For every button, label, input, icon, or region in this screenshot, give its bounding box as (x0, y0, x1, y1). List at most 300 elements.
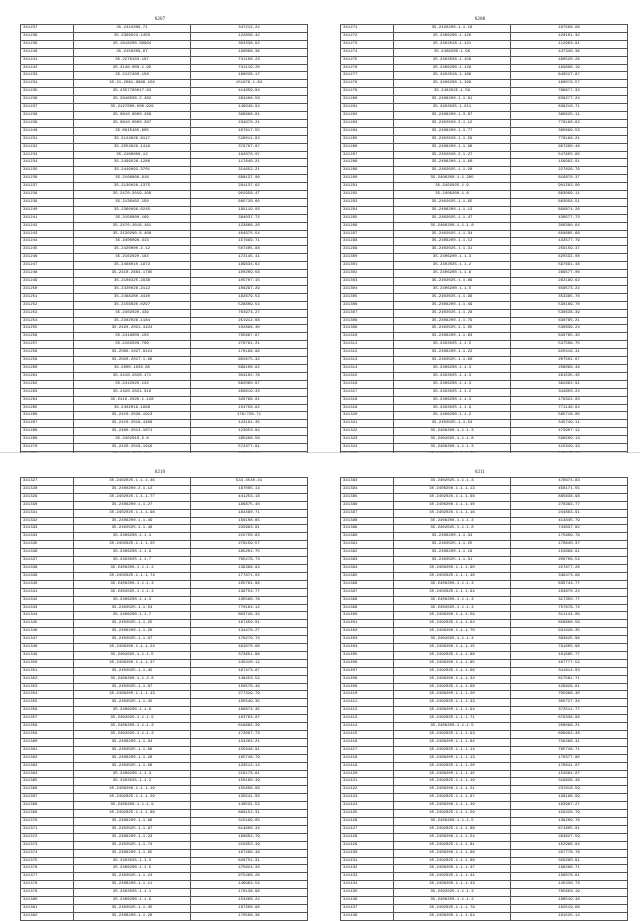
coordinate-cell: 35.2406200.1.1.1.84 (394, 738, 511, 746)
coordinate-cell: 35.2406200.1.1.4 (74, 533, 191, 541)
row-id-cell: 341281 (341, 104, 394, 112)
row-id-cell: 341411 (341, 699, 394, 707)
coordinate-cell: 35.2402025.1.1.28 (394, 309, 511, 317)
row-id-cell: 341315 (341, 372, 394, 380)
row-id-cell: 341236 (21, 96, 74, 104)
row-id-cell: 341283 (341, 119, 394, 127)
table-row (21, 794, 308, 802)
value-cell: 208089.49 (511, 364, 628, 372)
coordinate-cell: 35.2406200.1.96 (394, 48, 511, 56)
value-cell: 345749.11 (511, 420, 628, 428)
value-cell: 153888.61 (511, 549, 628, 557)
value-cell: 190098.36 (191, 48, 308, 56)
row-id-cell: 341400 (341, 612, 394, 620)
row-id-cell: 341235 (21, 88, 74, 96)
row-id-cell: 341415 (341, 731, 394, 739)
coordinate-cell: 35.2406200.1.1.1.13 (394, 485, 511, 493)
coordinate-cell: 35.2406200.1.1.1.21 (394, 786, 511, 794)
table-row (21, 478, 308, 486)
row-id-cell: 341334 (21, 533, 74, 541)
table-row (21, 754, 308, 762)
row-id-cell: 341288 (341, 159, 394, 167)
value-cell: 168186.99 (511, 794, 628, 802)
row-id-cell: 341376 (21, 865, 74, 873)
value-cell: 294627.59 (511, 833, 628, 841)
coordinate-cell: 35.2406200.1.199 (394, 80, 511, 88)
coordinate-cell: 35.2420.2019.1916 (74, 444, 191, 452)
row-id-cell: 341300 (341, 254, 394, 262)
value-cell: 216178.61 (191, 770, 308, 778)
value-cell: 441253.18 (191, 493, 308, 501)
row-id-cell: 341266 (21, 412, 74, 420)
coordinate-cell: 35.2402025.1.1.1.29 (74, 794, 191, 802)
table-row (341, 143, 628, 151)
coordinate-cell: 35.2406200.1.1.1.3 (394, 444, 511, 452)
value-cell: 770164.12 (191, 604, 308, 612)
coordinate-cell: 35.2406200.1.1.34 (74, 738, 191, 746)
value-cell: 485201.75 (191, 549, 308, 557)
coordinate-cell: 35.2400200.2.1.12 (74, 485, 191, 493)
table-row (341, 396, 628, 404)
table-row (341, 541, 628, 549)
coordinate-cell: 35.2470.2019.109 (74, 191, 191, 199)
coordinate-cell: 35.2406200.1.1.1.13 (394, 754, 511, 762)
value-cell: 167488.48 (191, 849, 308, 857)
coordinate-cell: 35.2000.1026.85 (74, 364, 191, 372)
row-id-cell: 341290 (341, 175, 394, 183)
table-row (21, 127, 308, 135)
table-row (341, 341, 628, 349)
value-cell: 383625.96 (511, 636, 628, 644)
coordinate-cell: 35.2108325.2938 (74, 278, 191, 286)
value-cell: 135541.03 (191, 794, 308, 802)
value-cell: 635743.77 (511, 580, 628, 588)
table-row (21, 341, 308, 349)
table-row (341, 667, 628, 675)
table-row (341, 175, 628, 183)
row-id-cell: 341304 (341, 285, 394, 293)
data-table (20, 24, 308, 460)
row-id-cell: 341280 (341, 96, 394, 104)
coordinate-cell: 35.2406200.1.1.1.3 (394, 428, 511, 436)
coordinate-cell: 35.2402025.1.1.1.96 (394, 667, 511, 675)
value-cell: 920416.31 (511, 349, 628, 357)
value-cell: 112963.91 (511, 40, 628, 48)
coordinate-cell: 35.2402025.1.1.1 (74, 889, 191, 897)
row-id-cell: 341313 (341, 357, 394, 365)
value-cell: 108297.29 (191, 285, 308, 293)
coordinate-cell: 35.2406200.1.1.1.37 (74, 659, 191, 667)
coordinate-cell: 35.2406200.1.1.1.24 (74, 644, 191, 652)
table-row (21, 285, 308, 293)
value-cell: 696108.62 (191, 364, 308, 372)
value-cell: 176279.74 (191, 636, 308, 644)
row-id-cell: 341236 (21, 175, 74, 183)
table-row (341, 364, 628, 372)
row-id-cell: 341239 (21, 40, 74, 48)
row-id-cell: 341423 (341, 794, 394, 802)
row-id-cell: 341243 (21, 230, 74, 238)
data-table (340, 24, 628, 468)
value-cell: 460619.33 (191, 388, 308, 396)
table-row (21, 270, 308, 278)
value-cell: 163763.07 (191, 715, 308, 723)
coordinate-cell: 35.2402025.1.1.1.97 (394, 794, 511, 802)
table-row (341, 628, 628, 636)
row-id-cell: 341260 (21, 364, 74, 372)
table-row (21, 222, 308, 230)
table-row (341, 301, 628, 309)
table-row (21, 333, 308, 341)
row-id-cell: 341404 (341, 644, 394, 652)
row-id-cell: 341240 (21, 206, 74, 214)
value-cell: 123191.45 (191, 420, 308, 428)
table-row (341, 478, 628, 486)
row-id-cell: 341238 (21, 32, 74, 40)
table-row (21, 675, 308, 683)
value-cell: 159428.79 (511, 810, 628, 818)
table-row (21, 111, 308, 119)
row-id-cell: 341317 (341, 388, 394, 396)
table-row (21, 191, 308, 199)
row-id-cell: 341330 (21, 501, 74, 509)
row-id-cell: 341399 (341, 604, 394, 612)
value-cell: 139398.93 (191, 564, 308, 572)
row-id-cell: 341333 (21, 525, 74, 533)
coordinate-cell: 35.2402025.1.1.1.46 (394, 572, 511, 580)
value-cell: 133512.14 (191, 762, 308, 770)
value-cell: 168266.71 (511, 865, 628, 873)
row-id-cell: 341354 (21, 691, 74, 699)
row-id-cell: 341398 (341, 596, 394, 604)
coordinate-cell: 35.2402025.1.1.1.59 (394, 810, 511, 818)
row-id-cell: 341383 (341, 478, 394, 486)
value-cell: 167306.96 (191, 904, 308, 912)
value-cell: 105761.96 (191, 580, 308, 588)
value-cell: 178641.07 (511, 762, 628, 770)
table-row (341, 246, 628, 254)
coordinate-cell: 35.2406200.1.1.23 (74, 833, 191, 841)
coordinate-cell: 35.2402025.1.1.1.79 (394, 904, 511, 912)
coordinate-cell: 35.2140.000.1.95 (74, 64, 191, 72)
value-cell: 836210.71 (511, 104, 628, 112)
table-row (341, 770, 628, 778)
value-cell: 447340.36 (511, 48, 628, 56)
table-row (21, 143, 308, 151)
value-cell: 259159.37 (511, 246, 628, 254)
coordinate-cell: 35.2402025.1.1.1.88 (74, 810, 191, 818)
value-cell: 304102.76 (191, 372, 308, 380)
coordinate-cell: 35.2402025.1.1.28 (394, 167, 511, 175)
table-row (341, 691, 628, 699)
coordinate-cell: 35.2402025.1.1.1.4 (394, 636, 511, 644)
row-id-cell: 341322 (341, 428, 394, 436)
table-row (21, 262, 308, 270)
value-cell: 186875.40 (191, 501, 308, 509)
value-cell: 122838.42 (191, 32, 308, 40)
coordinate-cell: 35.2416000.103 (74, 333, 191, 341)
value-cell: 251912.68 (191, 317, 308, 325)
coordinate-cell: 35.2406200.1.1.12 (394, 238, 511, 246)
table-row (21, 214, 308, 222)
row-id-cell: 341355 (21, 699, 74, 707)
table-row (341, 549, 628, 557)
row-id-cell: 341392 (341, 549, 394, 557)
value-cell: 148531.52 (191, 802, 308, 810)
row-id-cell: 341342 (21, 596, 74, 604)
value-cell: 346473.68 (511, 572, 628, 580)
value-cell: 170598.36 (191, 912, 308, 920)
table-row (21, 396, 308, 404)
value-cell: 153684.07 (511, 770, 628, 778)
value-cell: 366625.11 (511, 111, 628, 119)
coordinate-cell: 35.2406200.1.1.3 (394, 380, 511, 388)
row-id-cell: 341414 (341, 723, 394, 731)
row-id-cell: 341261 (21, 372, 74, 380)
table-row (21, 588, 308, 596)
table-row (21, 372, 308, 380)
row-id-cell: 341269 (21, 436, 74, 444)
table-row (21, 873, 308, 881)
value-cell: 189634.62 (191, 262, 308, 270)
value-cell: 362862.91 (511, 380, 628, 388)
coordinate-cell: 35.2124026.8117 (74, 135, 191, 143)
row-id-cell: 341305 (341, 293, 394, 301)
table-row (341, 72, 628, 80)
coordinate-cell: 35.2410.2026.1.128 (74, 396, 191, 404)
table-row (21, 644, 308, 652)
value-cell: 743837.82 (511, 525, 628, 533)
coordinate-cell: 35.2406200.1.1.1.15 (394, 644, 511, 652)
coordinate-cell: 35.2052826.1419 (74, 143, 191, 151)
table-row (341, 80, 628, 88)
table-row (21, 238, 308, 246)
coordinate-cell: 35.2406200.1.1.1.59 (394, 612, 511, 620)
coordinate-cell: 35.2406200.1.1.20 (74, 628, 191, 636)
row-id-cell: 341277 (341, 72, 394, 80)
coordinate-cell: 35.2156020.0297 (74, 301, 191, 309)
row-id-cell: 341335 (21, 541, 74, 549)
value-cell: 207502.67 (511, 357, 628, 365)
value-cell: 429829.61 (511, 683, 628, 691)
coordinate-cell: 35.2406200.1.1.60 (394, 159, 511, 167)
table-row (21, 444, 308, 452)
row-id-cell: 341294 (341, 206, 394, 214)
table-row (21, 48, 308, 56)
coordinate-cell: 35.2406200.1.1.1.3 (74, 723, 191, 731)
row-id-cell: 341241 (21, 214, 74, 222)
row-id-cell: 341380 (21, 897, 74, 905)
row-id-cell: 341319 (341, 404, 394, 412)
row-id-cell: 341286 (341, 143, 394, 151)
coordinate-cell: 35.2402020.2.1.12 (394, 119, 511, 127)
table-row (341, 778, 628, 786)
table-row (21, 881, 308, 889)
row-id-cell: 341267 (21, 420, 74, 428)
coordinate-cell: 35.2402025.1.1.1.25 (74, 541, 191, 549)
coordinate-cell: 35.2402025.1.1.1.46 (74, 478, 191, 486)
table-row (341, 48, 628, 56)
value-cell: 771146.64 (511, 404, 628, 412)
table-row (341, 501, 628, 509)
table-row (341, 786, 628, 794)
value-cell: 341814.03 (511, 667, 628, 675)
table-row (21, 517, 308, 525)
row-id-cell: 341297 (341, 230, 394, 238)
value-cell: 105549.35 (191, 699, 308, 707)
table-row (341, 746, 628, 754)
coordinate-cell: 35.2410.2019.4408 (74, 420, 191, 428)
table-row (341, 849, 628, 857)
value-cell: 682060.97 (191, 380, 308, 388)
value-cell: 100209.56 (191, 270, 308, 278)
table-row (21, 541, 308, 549)
row-id-cell: 341309 (341, 325, 394, 333)
table-row (21, 738, 308, 746)
table-row (341, 683, 628, 691)
value-cell: 786677.32 (511, 88, 628, 96)
table-row (341, 525, 628, 533)
row-id-cell: 341388 (341, 517, 394, 525)
value-cell: 295488.56 (191, 436, 308, 444)
value-cell: 138209.76 (511, 817, 628, 825)
table-row (21, 833, 308, 841)
table-row (21, 404, 308, 412)
value-cell: 156108.65 (191, 517, 308, 525)
value-cell: 234978.21 (191, 119, 308, 127)
value-cell: 779168.62 (511, 119, 628, 127)
coordinate-cell: 35.2402025.1.1.1.8 (394, 525, 511, 533)
row-id-cell: 341240 (21, 127, 74, 135)
coordinate-cell: 35.2402025.1.1.96 (74, 762, 191, 770)
value-cell: 180079.57 (511, 80, 628, 88)
table-row (341, 738, 628, 746)
coordinate-cell: 35.2420.2021.319 (74, 388, 191, 396)
row-id-cell: 341434 (341, 881, 394, 889)
table-row (341, 254, 628, 262)
value-cell: 698137.09 (191, 175, 308, 183)
coordinate-cell: 35.2406200.1.1.1.85 (394, 659, 511, 667)
coordinate-cell: 35.2406200.1.1.98 (394, 143, 511, 151)
row-id-cell: 341301 (341, 262, 394, 270)
row-id-cell: 341368 (21, 802, 74, 810)
row-id-cell: 341425 (341, 810, 394, 818)
row-id-cell: 341272 (341, 32, 394, 40)
value-cell: 630277.24 (511, 96, 628, 104)
coordinate-cell: 35.2406200.1.128 (394, 64, 511, 72)
value-cell: 123053.84 (191, 428, 308, 436)
coordinate-cell: 35.2406200.1.1.28 (74, 754, 191, 762)
page-title: 6207 (154, 17, 166, 22)
row-id-cell: 341438 (341, 912, 394, 920)
table-row (21, 564, 308, 572)
table-row (21, 897, 308, 905)
table-row (341, 620, 628, 628)
table-row (341, 56, 628, 64)
page-6210 (0, 453, 320, 918)
table-row (21, 889, 308, 897)
row-id-cell: 341431 (341, 857, 394, 865)
table-row (21, 501, 308, 509)
table-row (21, 636, 308, 644)
table-row (21, 317, 308, 325)
table-row (341, 588, 628, 596)
value-cell: 103987.27 (511, 802, 628, 810)
value-cell: 491535.45 (511, 372, 628, 380)
value-cell: 145430.73 (511, 881, 628, 889)
row-id-cell: 341273 (341, 40, 394, 48)
table-row (341, 325, 628, 333)
value-cell: 379767.87 (191, 143, 308, 151)
coordinate-cell: 35.2406200.1.1.8 (74, 707, 191, 715)
row-id-cell: 341257 (21, 341, 74, 349)
row-id-cell: 341275 (341, 56, 394, 64)
row-id-cell: 341393 (341, 557, 394, 565)
value-cell: 164480.71 (191, 509, 308, 517)
coordinate-cell: 35.2402025.1.1.5 (394, 341, 511, 349)
page-title: 6208 (474, 17, 486, 22)
value-cell: 117640.21 (191, 159, 308, 167)
value-cell: 326768.01 (191, 396, 308, 404)
row-id-cell: 341284 (341, 127, 394, 135)
coordinate-cell: 35.2406200.1.1.63 (394, 333, 511, 341)
row-id-cell: 341238 (21, 191, 74, 199)
value-cell: 102896.40 (191, 325, 308, 333)
row-id-cell: 341321 (341, 420, 394, 428)
value-cell: 134203.21 (191, 738, 308, 746)
coordinate-cell: 35.2402025.1.1.1.71 (394, 715, 511, 723)
table-row (21, 167, 308, 175)
page-block (20, 469, 300, 921)
value-cell: 277329.79 (191, 691, 308, 699)
table-row (341, 715, 628, 723)
table-row (341, 802, 628, 810)
value-cell: 136754.77 (191, 588, 308, 596)
table-row (21, 715, 308, 723)
coordinate-cell: 35.2399023.1450 (74, 32, 191, 40)
value-cell: 537508.75 (511, 341, 628, 349)
coordinate-cell: 35.2406200.1.1.22 (394, 349, 511, 357)
table-row (21, 159, 308, 167)
table-row (21, 301, 308, 309)
row-id-cell: 341271 (341, 25, 394, 33)
page-block (340, 16, 620, 468)
coordinate-cell: 35.2406200.1.1.3 (394, 396, 511, 404)
value-cell: 289577.06 (511, 270, 628, 278)
value-cell: 134478.27 (191, 628, 308, 636)
table-row (341, 762, 628, 770)
row-id-cell: 341244 (21, 238, 74, 246)
coordinate-cell: 35.2406200.1.1.1.37 (394, 865, 511, 873)
value-cell: 975466.29 (191, 873, 308, 881)
coordinate-cell: 35.2406200.1.1.1.96 (394, 849, 511, 857)
value-cell: 373651.88 (191, 651, 308, 659)
row-id-cell: 341436 (341, 897, 394, 905)
table-row (341, 104, 628, 112)
table-row (341, 485, 628, 493)
row-id-cell: 341287 (341, 151, 394, 159)
coordinate-cell: 35.2406200.1.1.1.19 (74, 786, 191, 794)
coordinate-cell: 35.2402025.1.1.1.19 (394, 778, 511, 786)
coordinate-cell: 35.2357760017.63 (74, 88, 191, 96)
value-cell: 186036.17 (191, 72, 308, 80)
row-id-cell: 341365 (21, 778, 74, 786)
row-id-cell: 341422 (341, 786, 394, 794)
value-cell: 656573.22 (511, 285, 628, 293)
row-id-cell: 341254 (21, 317, 74, 325)
table-row (341, 825, 628, 833)
row-id-cell: 341250 (21, 285, 74, 293)
